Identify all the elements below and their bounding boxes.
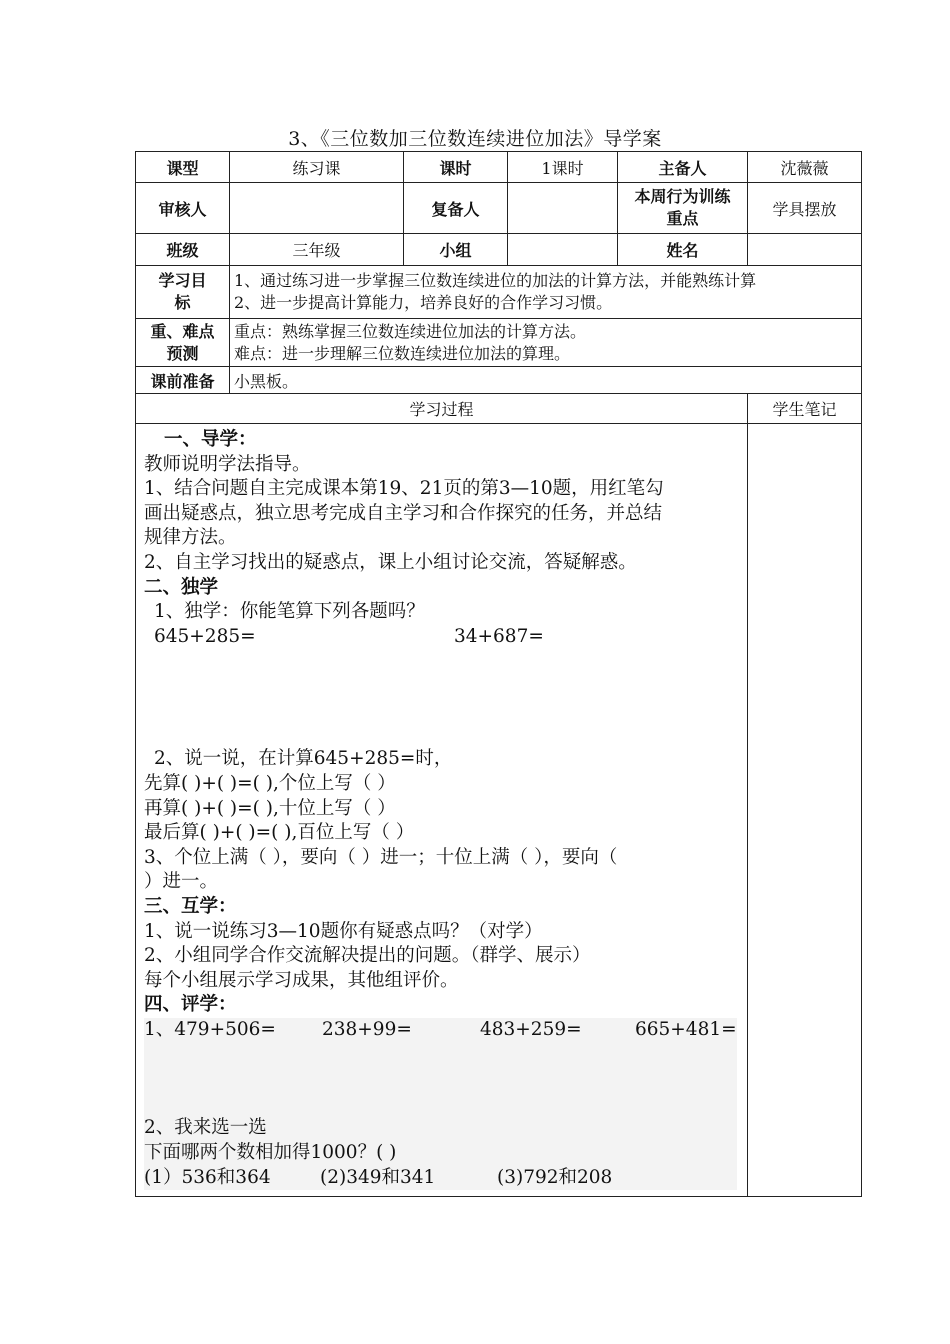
expr-645-285: 645+285= <box>154 625 256 647</box>
info-row-1 <box>136 152 862 183</box>
label-period: 课时 <box>404 152 508 183</box>
label-main-preparer: 主备人 <box>618 152 748 183</box>
value-reviewer <box>230 183 404 234</box>
process-header: 学习过程 <box>136 394 748 424</box>
expr-479-506: 1、479+506= <box>144 1018 276 1040</box>
s1-line: 教师说明学法指导。 <box>144 453 311 475</box>
value-prep: 小黑板。 <box>230 367 862 394</box>
process-content <box>136 424 748 1197</box>
value-co-preparer <box>508 183 618 234</box>
focus-content <box>230 319 862 367</box>
lesson-table <box>135 151 862 1197</box>
value-weekly-focus: 学具摆放 <box>748 183 862 234</box>
s2-question-3-cont: ）进一。 <box>144 871 219 893</box>
student-notes-area <box>748 424 862 1197</box>
s2-question-2: 2、说一说，在计算645+285=时， <box>154 748 453 770</box>
s1-line: 1、结合问题自主完成课本第19、21页的第3—10题，用红笔勾 <box>144 478 664 500</box>
process-row <box>136 424 862 1197</box>
label-reviewer: 审核人 <box>136 183 230 234</box>
info-row-2 <box>136 183 862 234</box>
goal-line: 1、通过练习进一步掌握三位数连续进位的加法的计算方法，并能熟练计算 <box>234 271 757 290</box>
s4-question-2b: 下面哪两个数相加得1000？( ) <box>144 1142 397 1164</box>
value-main-preparer: 沈薇薇 <box>748 152 862 183</box>
section-peer-study-title: 三、互学： <box>144 895 237 917</box>
section-evaluation-title: 四、评学： <box>144 994 237 1016</box>
label-group: 小组 <box>404 234 508 266</box>
label-prep: 课前准备 <box>136 367 230 394</box>
s1-line: 规律方法。 <box>144 527 237 549</box>
evaluation-block <box>144 1018 737 1190</box>
s2-step: 再算( )+( )=( ),十位上写（ ） <box>144 797 396 819</box>
page-title: 3、《三位数加三位数连续进位加法》导学案 <box>288 128 662 150</box>
option-2: (2)349和341 <box>320 1166 436 1188</box>
label-weekly-focus: 本周行为训练重点 <box>618 183 748 234</box>
section-guided-title: 一、导学： <box>164 429 257 450</box>
s1-line: 画出疑惑点，独立思考完成自主学习和合作探究的任务，并总结 <box>144 502 663 524</box>
s3-line: 2、小组同学合作交流解决提出的问题。（群学、展示） <box>144 945 591 967</box>
label-name: 姓名 <box>618 234 748 266</box>
expr-238-99: 238+99= <box>322 1018 412 1040</box>
expr-665-481: 665+481= <box>635 1018 737 1040</box>
value-period: 1课时 <box>508 152 618 183</box>
option-1: (1）536和364 <box>144 1166 271 1188</box>
label-goals: 学习目标 <box>136 266 230 319</box>
s3-line: 每个小组展示学习成果，其他组评价。 <box>144 969 459 991</box>
option-3: (3)792和208 <box>497 1166 613 1188</box>
expr-34-687: 34+687= <box>454 625 544 647</box>
value-group <box>508 234 618 266</box>
label-co-preparer: 复备人 <box>404 183 508 234</box>
s2-step: 先算( )+( )=( ),个位上写（ ） <box>144 772 396 794</box>
label-focus: 重、难点预测 <box>136 319 230 367</box>
s4-expr-row <box>144 1018 737 1043</box>
s1-line: 2、自主学习找出的疑惑点，课上小组讨论交流，答疑解惑。 <box>144 551 637 573</box>
s4-options <box>144 1166 737 1191</box>
focus-row <box>136 319 862 367</box>
focus-line: 重点：熟练掌握三位数连续进位加法的计算方法。 <box>234 321 587 341</box>
s2-expr-row <box>144 625 741 650</box>
s4-question-2: 2、我来选一选 <box>144 1117 267 1139</box>
work-space <box>144 1042 737 1116</box>
goal-line: 2、进一步提高计算能力，培养良好的合作学习习惯。 <box>234 293 613 312</box>
notes-header: 学生笔记 <box>748 394 862 424</box>
prep-row <box>136 367 862 394</box>
label-class: 班级 <box>136 234 230 266</box>
info-row-3 <box>136 234 862 266</box>
value-name <box>748 234 862 266</box>
goals-content <box>230 266 862 319</box>
s2-question-1: 1、独学：你能笔算下列各题吗？ <box>154 601 425 623</box>
process-header-row <box>136 394 862 424</box>
focus-line: 难点：进一步理解三位数连续进位加法的算理。 <box>234 343 571 363</box>
section-self-study-title: 二、独学 <box>144 576 219 598</box>
value-class: 三年级 <box>230 234 404 266</box>
s3-line: 1、说一说练习3—10题你有疑惑点吗？（对学） <box>144 920 543 942</box>
label-course-type: 课型 <box>136 152 230 183</box>
work-space <box>144 649 741 747</box>
s2-step: 最后算( )+( )=( ),百位上写（ ） <box>144 822 415 844</box>
expr-483-259: 483+259= <box>480 1018 582 1040</box>
goals-row <box>136 266 862 319</box>
value-course-type: 练习课 <box>230 152 404 183</box>
s2-question-3: 3、个位上满（ ），要向（ ）进一；十位上满（ ），要向（ <box>144 846 618 868</box>
